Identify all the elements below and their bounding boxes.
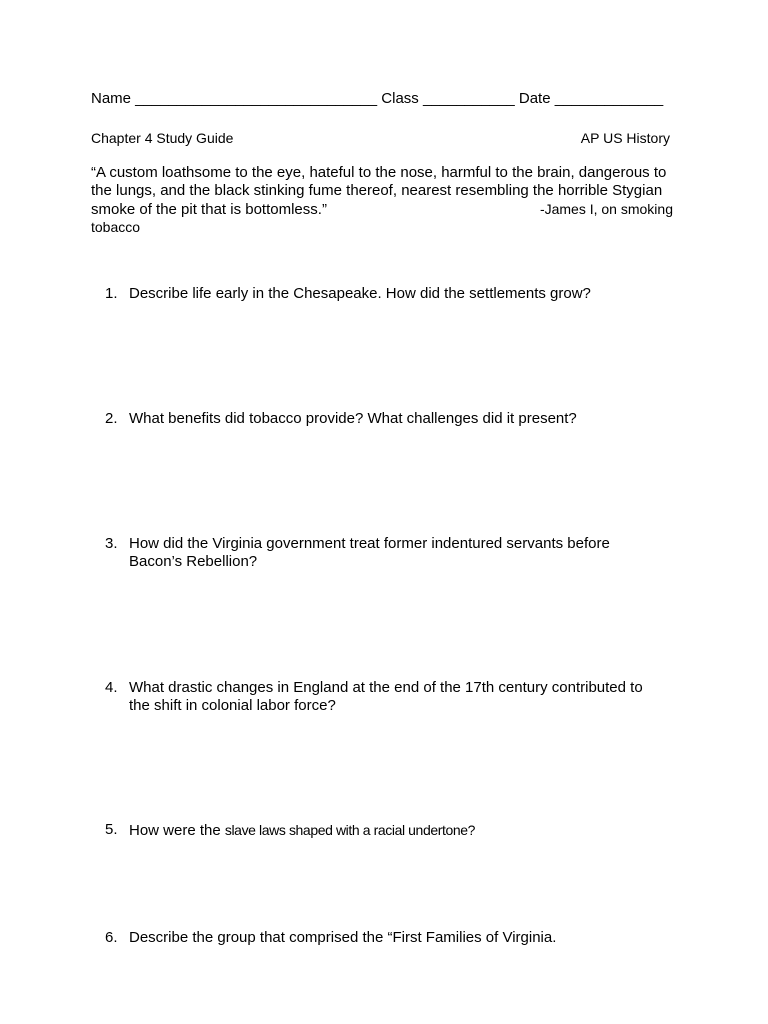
question-text [129, 821, 665, 840]
question-6 [105, 929, 665, 947]
quote-attribution-continued: tobacco [91, 219, 141, 235]
question-text-part-b: slave laws shaped with a racial undertone? [224, 822, 476, 838]
question-2 [105, 410, 665, 428]
question-text: Describe life early in the Chesapeake. How did the settlements grow? [129, 285, 591, 302]
question-4 [105, 679, 665, 715]
question-text: How did the Virginia government treat former indentured servants before Bacon’s Rebellion? [129, 535, 610, 570]
question-1 [105, 285, 665, 303]
header-row [91, 130, 670, 146]
question-number: 3. [105, 535, 118, 552]
quote-line-3: smoke of the pit that is bottomless.” [91, 201, 327, 218]
question-text-part-a: How were the [129, 822, 225, 839]
opening-quote [91, 164, 673, 236]
question-number: 1. [105, 285, 118, 302]
quote-attribution: -James I, on smoking [539, 201, 673, 217]
course-title: AP US History [580, 130, 670, 146]
quote-line-1: “A custom loathsome to the eye, hateful to the nose, harmful to the brain, dangerous to [91, 164, 667, 181]
question-text: What benefits did tobacco provide? What challenges did it present? [129, 410, 577, 427]
question-number: 5. [105, 821, 118, 838]
question-text: Describe the group that comprised the “First Families of Virginia. [129, 929, 557, 946]
question-number: 4. [105, 679, 118, 696]
quote-line-2: the lungs, and the black stinking fume thereof, nearest resembling the horrible Stygian [91, 182, 663, 199]
question-number: 2. [105, 410, 118, 427]
question-text: What drastic changes in England at the end of the 17th century contributed to the shift in colonial labor force? [129, 679, 643, 714]
chapter-title: Chapter 4 Study Guide [91, 130, 234, 146]
name-class-date-line: Name _____________________________ Class ___________ Date _____________ [91, 90, 664, 107]
question-3 [105, 535, 665, 571]
quote-line-3-row [91, 200, 673, 219]
question-5 [105, 821, 665, 840]
question-number: 6. [105, 929, 118, 946]
